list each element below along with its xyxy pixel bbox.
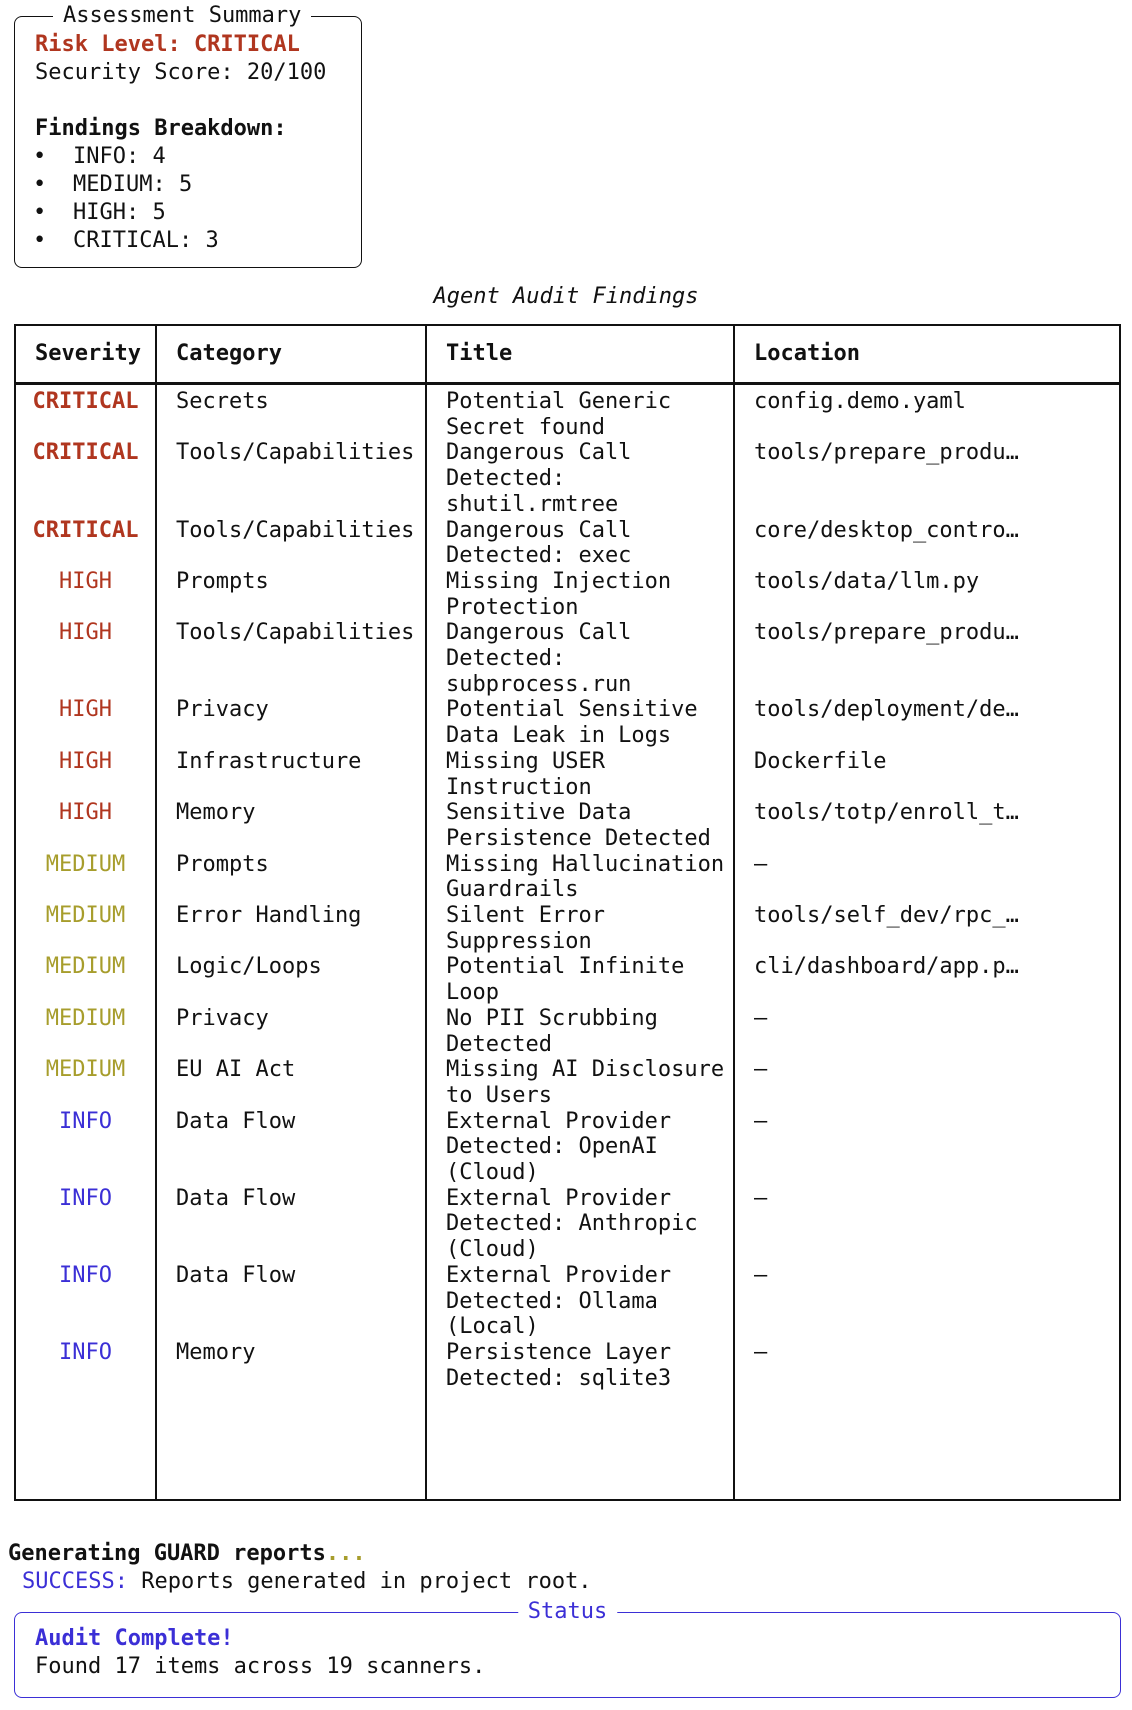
title-cell: Dangerous Call Detected: shutil.rmtree [446,440,632,517]
severity-cell: MEDIUM [45,1057,126,1083]
table-row [16,903,1119,954]
breakdown-item: • INFO: 4 [33,144,166,169]
title-cell: Missing USER Instruction [446,748,605,800]
severity-cell: HIGH [59,697,112,723]
category-cell: Secrets [176,389,269,414]
bullet-icon: • [33,228,47,253]
severity-cell: INFO [59,1262,112,1288]
location-cell: core/desktop_contro… [754,517,1019,543]
severity-cell: INFO [59,1185,112,1211]
severity-cell: MEDIUM [45,851,126,877]
breakdown-item: • HIGH: 5 [33,200,166,225]
table-row [16,569,1119,620]
location-cell: tools/deployment/de… [754,697,1019,723]
status-message: Found 17 items across 19 scanners. [35,1654,486,1679]
success-message: Reports generated in project root. [141,1569,592,1594]
table-row [16,620,1119,697]
category-cell: Data Flow [176,1108,296,1134]
severity-cell: HIGH [59,748,112,774]
success-label: SUCCESS: [22,1569,128,1594]
severity-cell: INFO [59,1108,112,1134]
location-cell: config.demo.yaml [754,389,966,414]
severity-cell: HIGH [59,800,112,826]
table-row [16,800,1119,851]
table-row [16,1186,1119,1263]
severity-cell: HIGH [59,620,112,646]
location-cell: – [754,851,768,877]
severity-cell: CRITICAL [32,517,139,543]
severity-cell: CRITICAL [32,440,139,466]
table-title: Agent Audit Findings [433,284,699,309]
status-title: Status [518,1599,617,1625]
table-row [16,518,1119,569]
title-cell: Missing Injection Protection [446,568,672,620]
category-cell: Tools/Capabilities [176,440,415,466]
location-cell: – [754,1185,768,1211]
category-cell: EU AI Act [176,1057,296,1083]
table-row [16,1263,1119,1340]
severity-cell: MEDIUM [45,1005,126,1031]
location-cell: cli/dashboard/app.p… [754,954,1019,980]
table-row [16,852,1119,903]
header-category: Category [176,341,282,366]
findings-table [14,324,1121,1501]
title-cell: Persistence Layer Detected: sqlite3 [446,1339,672,1391]
category-cell: Logic/Loops [176,954,322,980]
title-cell: Potential Sensitive Data Leak in Logs [446,697,698,749]
location-cell: – [754,1262,768,1288]
header-divider [16,382,1119,385]
table-row [16,1109,1119,1186]
title-cell: Potential Generic Secret found [446,389,672,440]
breakdown-item: • MEDIUM: 5 [33,172,193,197]
title-cell: External Provider Detected: Anthropic (Cloud) [446,1185,698,1263]
assessment-summary-panel [14,3,362,268]
severity-cell: HIGH [59,568,112,594]
category-cell: Prompts [176,568,269,594]
category-cell: Memory [176,800,256,826]
location-cell: – [754,1057,768,1083]
category-cell: Tools/Capabilities [176,620,415,646]
assessment-summary-title: Assessment Summary [53,3,311,29]
location-cell: tools/totp/enroll_t… [754,800,1019,826]
location-cell: tools/prepare_produ… [754,620,1019,646]
bullet-icon: • [33,144,47,169]
category-cell: Infrastructure [176,748,362,774]
bullet-icon: • [33,172,47,197]
header-location: Location [754,341,860,366]
table-row [16,954,1119,1005]
findings-breakdown-title: Findings Breakdown: [35,116,287,141]
table-row [16,697,1119,748]
title-cell: No PII Scrubbing Detected [446,1005,658,1057]
title-cell: Dangerous Call Detected: exec [446,517,632,569]
header-title: Title [446,341,513,366]
title-cell: External Provider Detected: OpenAI (Cloud) [446,1108,672,1185]
breakdown-item: • CRITICAL: 3 [33,228,219,253]
category-cell: Tools/Capabilities [176,517,415,543]
table-row [16,1340,1119,1391]
category-cell: Privacy [176,1005,269,1031]
table-row [16,749,1119,800]
audit-complete-heading: Audit Complete! [35,1626,234,1651]
table-row [16,440,1119,517]
category-cell: Memory [176,1339,256,1365]
category-cell: Data Flow [176,1185,296,1211]
title-cell: Sensitive Data Persistence Detected [446,800,711,851]
title-cell: Missing AI Disclosure to Users [446,1057,725,1108]
location-cell: tools/self_dev/rpc_… [754,903,1019,928]
title-cell: Silent Error Suppression [446,903,605,954]
table-row [16,1057,1119,1108]
category-cell: Error Handling [176,903,362,928]
category-cell: Data Flow [176,1262,296,1288]
location-cell: Dockerfile [754,748,887,774]
table-row [16,389,1119,440]
findings-breakdown-list [35,143,326,255]
title-cell: Missing Hallucination Guardrails [446,851,725,903]
title-cell: Potential Infinite Loop [446,954,685,1006]
generating-reports-line: Generating GUARD reports... [8,1541,366,1566]
title-cell: External Provider Detected: Ollama (Local) [446,1262,672,1340]
security-score: Security Score: 20/100 [35,60,327,85]
severity-cell: INFO [59,1339,112,1365]
location-cell: – [754,1108,768,1134]
location-cell: – [754,1005,768,1031]
category-cell: Prompts [176,851,269,877]
severity-cell: MEDIUM [45,903,126,928]
bullet-icon: • [33,200,47,225]
location-cell: tools/data/llm.py [754,568,980,594]
header-severity: Severity [35,341,141,366]
success-line [22,1568,592,1596]
title-cell: Dangerous Call Detected: subprocess.run [446,620,632,697]
severity-cell: CRITICAL [32,389,139,414]
severity-cell: MEDIUM [45,954,126,980]
status-panel [14,1599,1121,1698]
table-row [16,1006,1119,1057]
category-cell: Privacy [176,697,269,723]
location-cell: – [754,1339,768,1365]
location-cell: tools/prepare_produ… [754,440,1019,466]
risk-level: Risk Level: CRITICAL [35,32,300,57]
